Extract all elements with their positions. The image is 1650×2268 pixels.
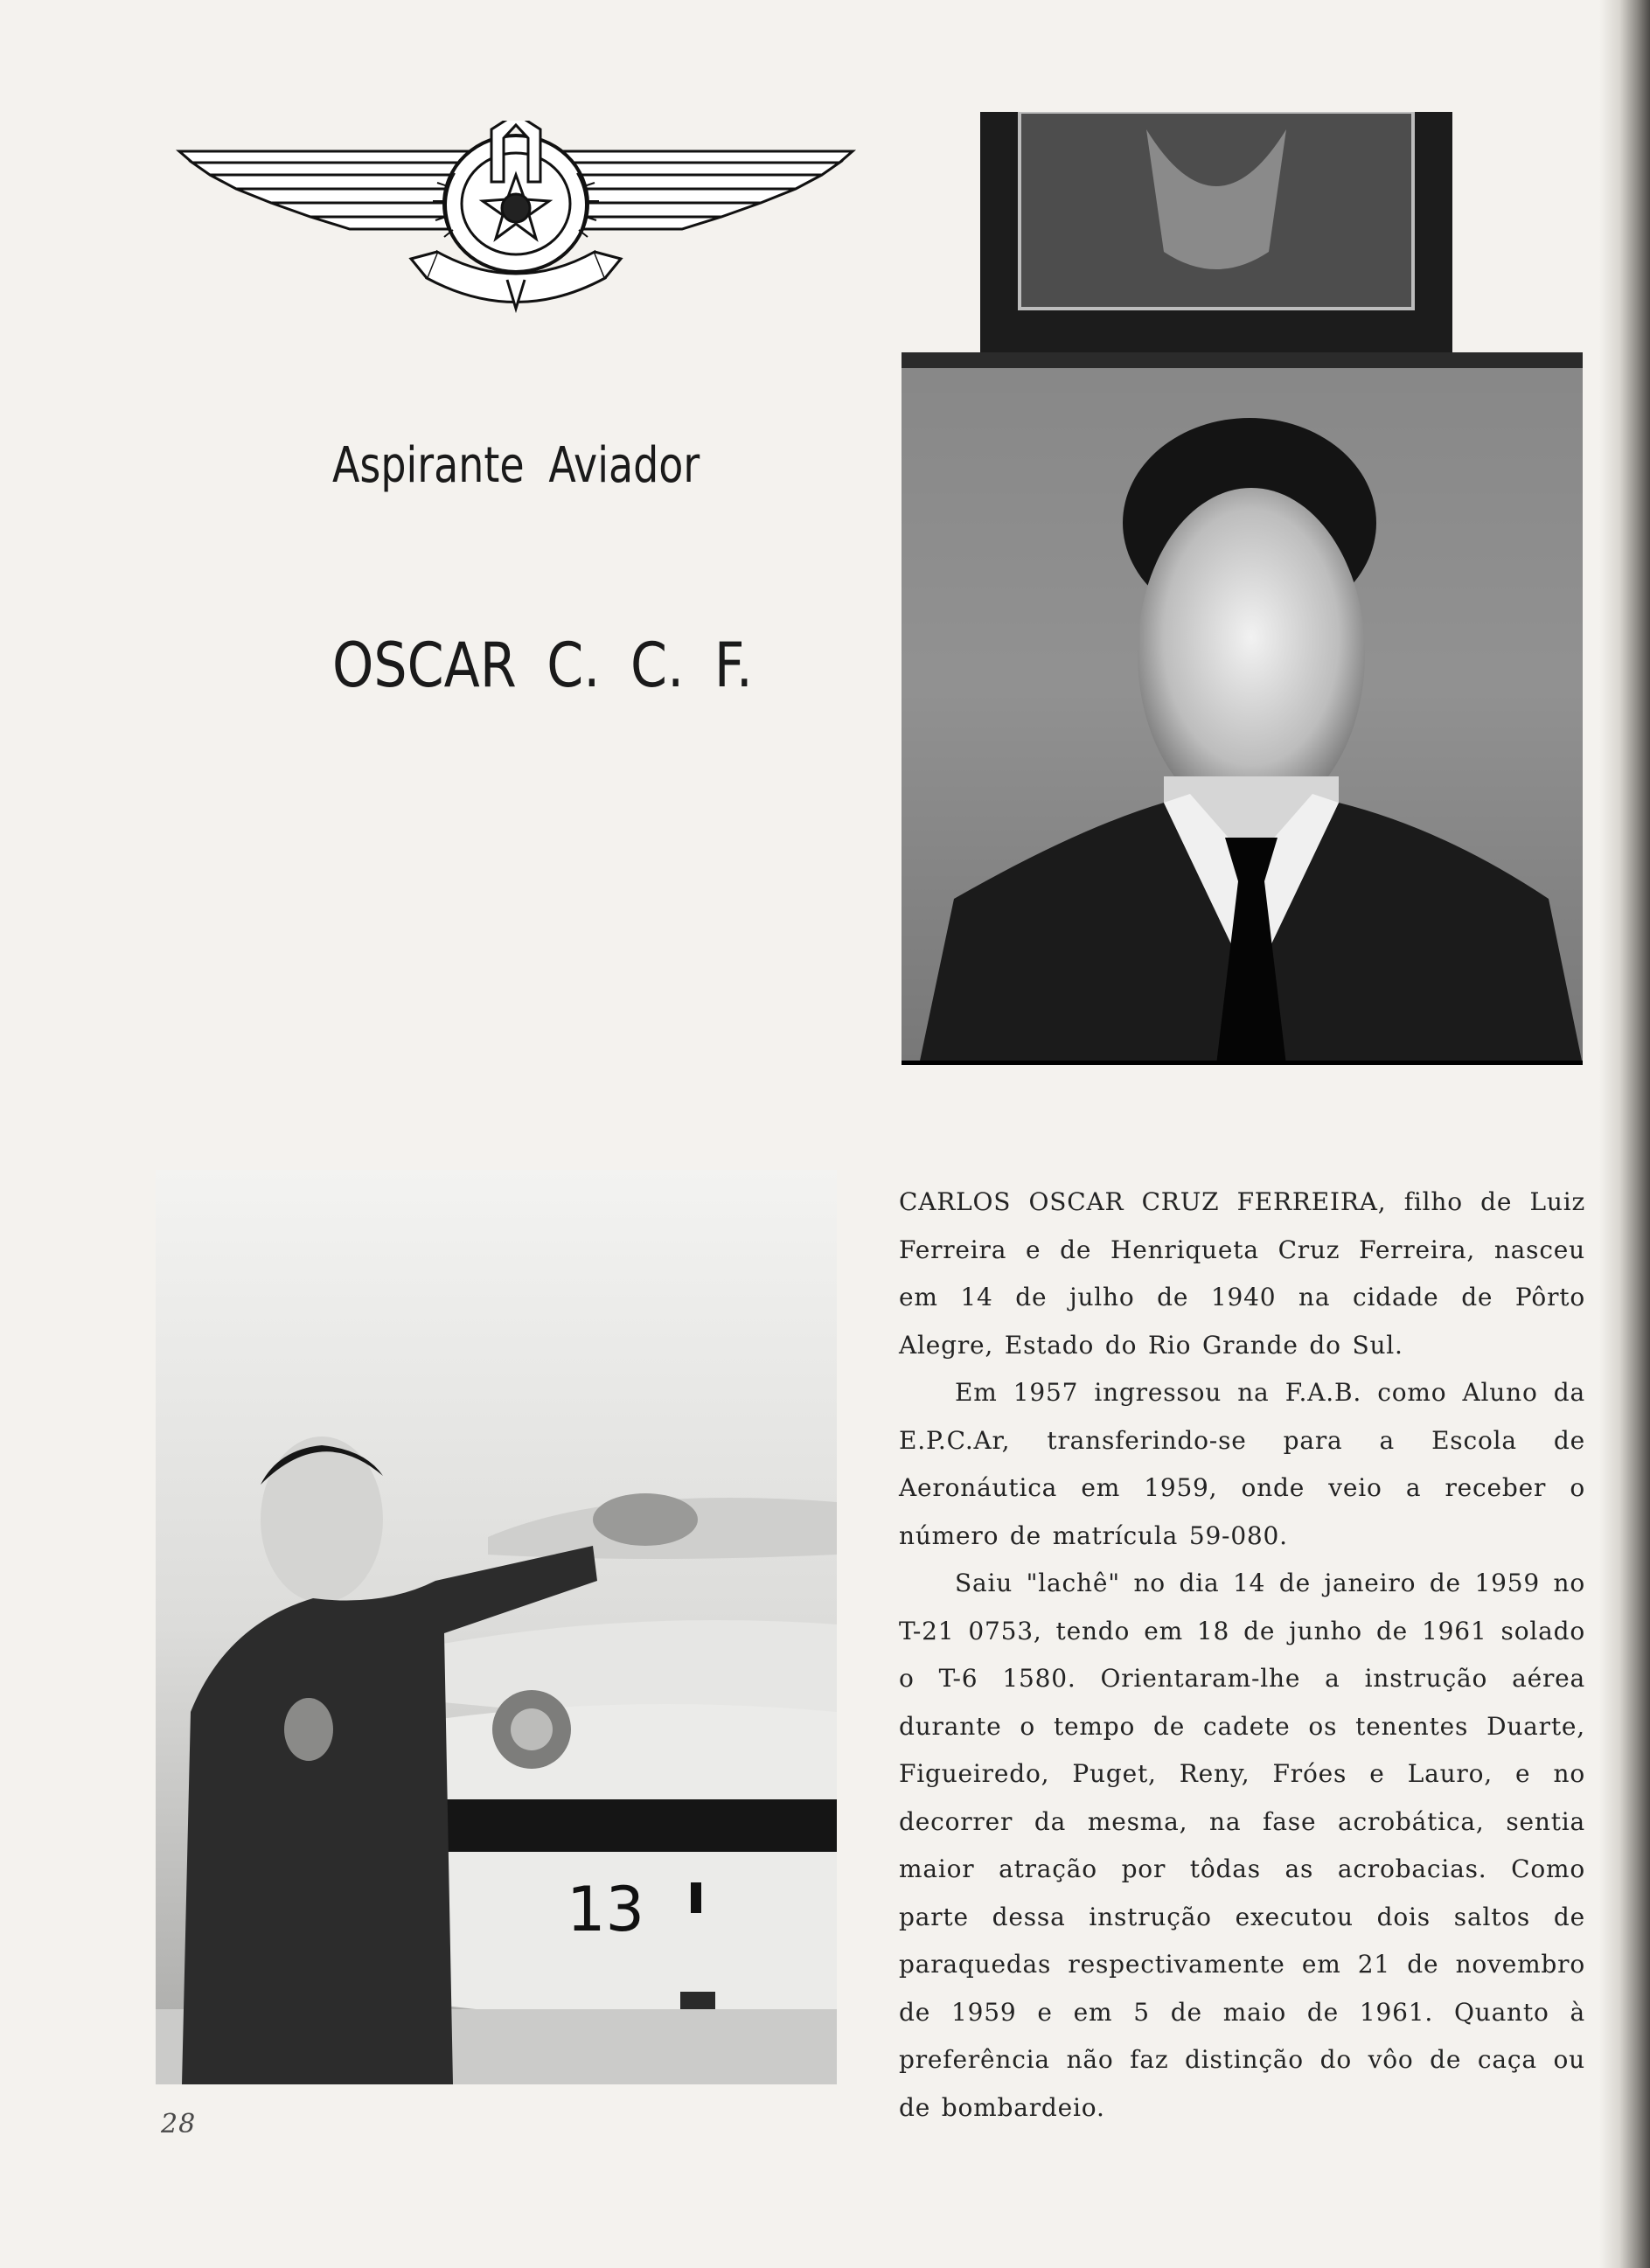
rank-title: Aspirante Aviador	[332, 437, 700, 494]
biography-paragraph: CARLOS OSCAR CRUZ FERREIRA, filho de Luiz Ferreira e de Henriqueta Cruz Ferreira, nasceu em 14 de julho de 1940 na cidade de Pôrto Alegre, Estado do Rio Grande do Sul.	[899, 1187, 1585, 1360]
biography-text	[899, 1179, 1585, 2132]
cadet-portrait-photo	[902, 112, 1583, 1065]
cadet-with-aircraft-photo	[156, 1170, 837, 2084]
page-number: 28	[161, 2109, 197, 2139]
air-force-wings-emblem-icon	[175, 121, 857, 315]
page-binding-shadow	[1599, 0, 1650, 2268]
biography-paragraph: Em 1957 ingressou na F.A.B. como Aluno da E.P.C.Ar, transferindo-se para a Escola de Aeronáutica em 1959, onde veio a receber o número de matrícula 59-080.	[899, 1378, 1585, 1550]
biography-paragraph: Saiu "lachê" no dia 14 de janeiro de 1959 no T-21 0753, tendo em 18 de junho de 1961 solado o T-6 1580. Orientaram-lhe a instrução aérea durante o tempo de cadete os tenentes Duarte, Figueiredo, Puget, Reny, Fróes e Lauro, e no decorrer da mesma, na fase acrobática, sentia maior atração por tôdas as acrobacias. Como parte dessa instrução executou dois saltos de paraquedas respectivamente em 21 de novembro de 1959 e em 5 de maio de 1961. Quanto à preferência não faz distinção do vôo de caça ou de bombardeio.	[899, 1569, 1585, 2122]
cadet-name-heading: OSCAR C. C. F.	[332, 630, 753, 701]
aircraft-number: 13	[567, 1874, 645, 1945]
